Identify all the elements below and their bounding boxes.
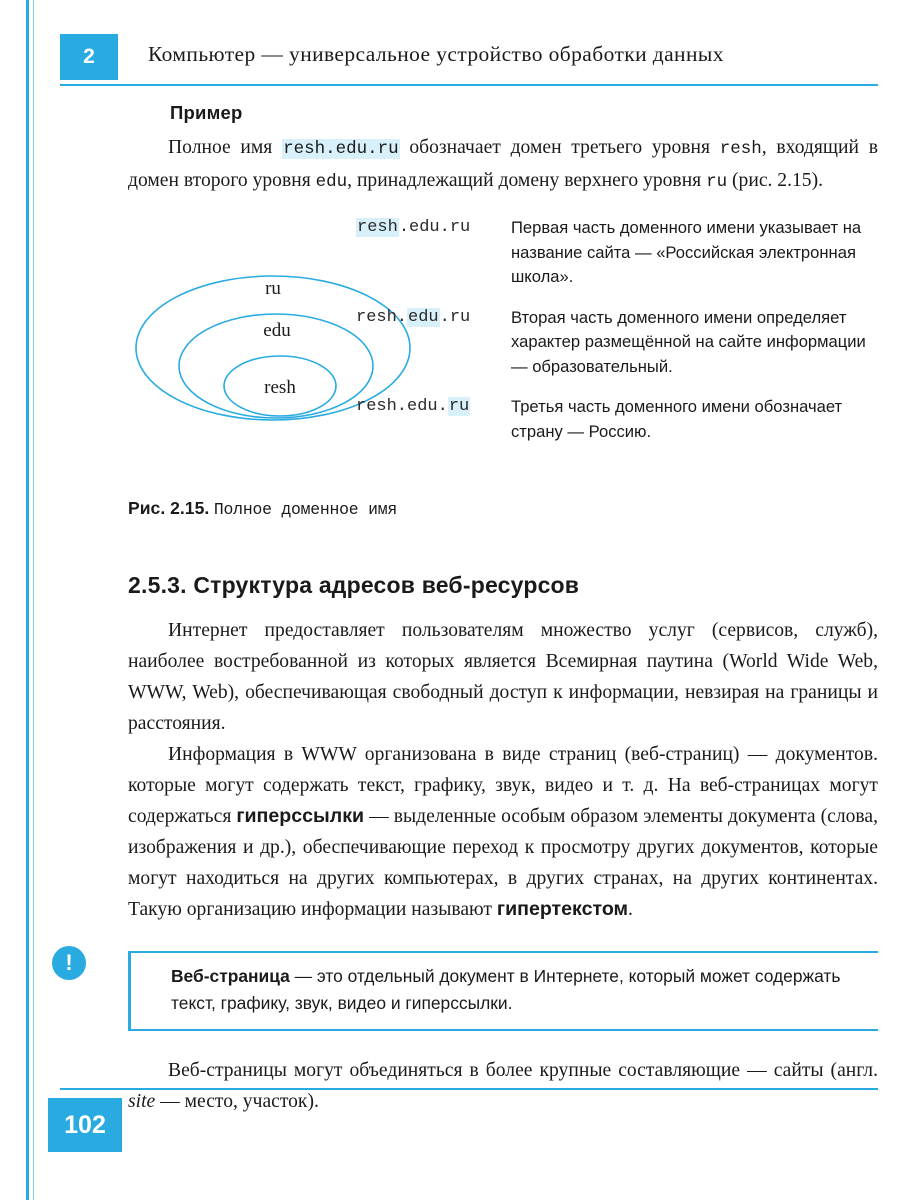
figure-row-description: Первая часть доменного имени указывает на название сайта — «Российская электронная школа».	[511, 218, 862, 286]
domain-top-level: ru	[706, 172, 728, 192]
figure-2-15	[128, 216, 878, 496]
header-divider	[60, 84, 878, 86]
paragraph-2-text-c: .	[628, 899, 633, 920]
figure-row	[356, 395, 876, 444]
section-paragraph-2	[128, 739, 878, 925]
page-header-title: Компьютер — универсальное устройство обработки данных	[148, 42, 724, 66]
latin-term-site: site	[128, 1091, 156, 1112]
address-plain-part: resh.edu.	[356, 397, 448, 416]
address-highlight-part: ru	[448, 397, 470, 416]
domain-second-level: edu	[315, 172, 348, 192]
page-content	[128, 96, 878, 1117]
figure-row-address	[356, 306, 511, 327]
example-text-4: , принадлежащий домену верхнего уровня	[347, 170, 707, 191]
example-label: Пример	[170, 102, 243, 123]
term-hyperlinks: гиперссылки	[236, 805, 365, 827]
closing-text-b: — место, участок).	[155, 1091, 319, 1112]
figure-caption	[128, 498, 878, 520]
ellipse-label-resh: resh	[264, 377, 296, 398]
address-plain-part: .edu.ru	[398, 218, 471, 237]
example-text-3: , входящий в домен второго уровня	[128, 137, 878, 191]
address-plain-part: resh.	[356, 307, 408, 327]
address-highlight-part: resh	[357, 218, 398, 237]
address-highlight-part: edu	[408, 307, 439, 327]
domain-full-name: resh.edu.ru	[283, 139, 399, 159]
exclamation-badge-icon: !	[52, 946, 86, 980]
page-number-badge: 102	[48, 1098, 122, 1152]
example-text-1: Полное имя	[168, 137, 283, 158]
ellipse-label-ru: ru	[265, 278, 281, 299]
closing-paragraph	[128, 1055, 878, 1117]
definition-callout	[128, 951, 878, 1031]
example-text-5: (рис. 2.15).	[727, 170, 824, 191]
closing-text-a: Веб-страницы могут объединяться в более крупные составляющие — сайты (англ.	[168, 1060, 878, 1081]
paragraph-2-text-a: Информация в WWW организована в виде страниц (веб-страниц) — документов. которые могут содержать текст, графику, звук, видео и т. д. На веб-страницах могут содержаться	[128, 744, 878, 827]
figure-row-description: Вторая часть доменного имени определяет характер размещённой на сайте информации — образовательный.	[511, 307, 866, 376]
chapter-number-badge: 2	[60, 34, 118, 80]
section-paragraph-1: Интернет предоставляет пользователям множество услуг (сервисов, служб), наиболее востребованной из которых является Всемирная паутина (World Wide Web, WWW, Web), обеспечивающая свободный доступ к информации, невзирая на границы и расстояния.	[128, 620, 878, 734]
footer-divider	[60, 1088, 878, 1090]
left-margin-rule	[26, 0, 29, 1200]
figure-caption-label: Рис. 2.15.	[128, 498, 210, 518]
ellipse-label-edu: edu	[263, 320, 291, 341]
term-web-page: Веб-страница	[171, 966, 290, 986]
address-plain-tail: .ru	[439, 307, 471, 327]
figure-caption-text: Полное доменное имя	[213, 500, 397, 519]
domain-third-level: resh	[719, 139, 762, 159]
figure-row-address	[356, 216, 511, 237]
figure-row-address	[356, 395, 511, 416]
left-margin-rule-thin	[33, 0, 34, 1200]
callout-text	[171, 963, 878, 1017]
figure-row	[356, 306, 876, 380]
example-paragraph	[128, 132, 878, 198]
figure-row-description: Третья часть доменного имени обозначает страну — Россию.	[511, 397, 843, 441]
example-text-2: обозначает домен третьего уровня	[399, 137, 720, 158]
figure-explanation-rows	[356, 216, 876, 460]
paragraph-2-text-b: — выделенные особым образом элементы документа (слова, изображения и др.), обеспечивающие переход к просмотру других документов, которые могут находиться на других компьютерах, в других странах, на других континентах. Такую организацию информации называют	[128, 806, 878, 920]
callout-definition-text: — это отдельный документ в Интернете, который может содержать текст, графику, звук, видео и гиперссылки.	[171, 966, 841, 1013]
term-hypertext: гипертекстом	[496, 898, 629, 920]
figure-row	[356, 216, 876, 290]
section-heading: 2.5.3. Структура адресов веб-ресурсов	[128, 572, 580, 598]
